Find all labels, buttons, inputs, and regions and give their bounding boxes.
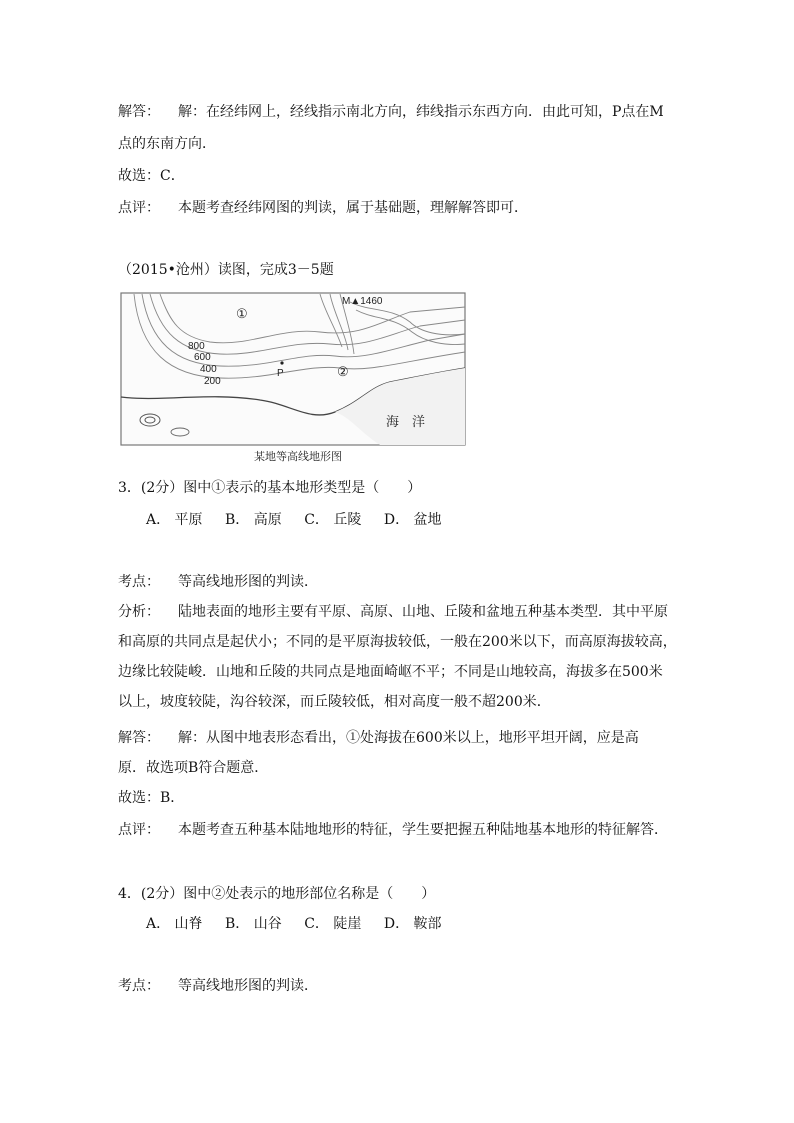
topic-label: 考点：	[118, 978, 160, 994]
answer-label: 解答：	[118, 104, 160, 120]
analysis-text: 陆地表面的地形主要有平原、高原、山地、丘陵和盆地五种基本类型．其中平原	[178, 604, 668, 620]
q3-options	[146, 510, 442, 530]
q3-analysis	[118, 602, 668, 622]
point-p-dot	[280, 361, 283, 364]
topic-text: 等高线地形图的判读．	[178, 978, 318, 994]
ocean-label-1: 海	[386, 414, 400, 429]
q3-option-d[interactable]: D． 盆地	[383, 512, 442, 528]
q3-comment	[118, 820, 668, 840]
q3-option-a[interactable]: A． 平原	[146, 512, 203, 528]
answer-label: 解答：	[118, 730, 160, 746]
q3-topic	[118, 572, 318, 592]
answer-text-cont: 点的东南方向．	[118, 136, 216, 152]
answer-line	[118, 102, 664, 122]
answer-text: 解：在经纬网上，经线指示南北方向，纬线指示东西方向．由此可知，P点在M	[178, 104, 664, 120]
mark-1: ①	[236, 306, 248, 321]
q3-answer-l2: 原．故选项B符合题意．	[118, 760, 269, 776]
contour-200: 200	[204, 376, 221, 387]
q4-stem: 4．(2分）图中②处表示的地形部位名称是（ ）	[118, 886, 436, 902]
q4-option-c[interactable]: C． 陡崖	[304, 916, 362, 932]
q4-option-b[interactable]: B． 山谷	[225, 916, 282, 932]
q3-analysis-l4: 以上，坡度较陡，沟谷较深，而丘陵较低，相对高度一般不超200米．	[118, 694, 551, 710]
contour-600: 600	[194, 352, 211, 363]
q3-stem: 3．(2分）图中①表示的基本地形类型是（ ）	[118, 480, 422, 496]
comment-text: 本题考查经纬网图的判读，属于基础题，理解解答即可．	[178, 200, 528, 216]
comment-text: 本题考查五种基本陆地地形的特征，学生要把握五种陆地基本地形的特征解答．	[178, 822, 668, 838]
point-p: P	[277, 368, 284, 379]
q4-option-d[interactable]: D． 鞍部	[383, 916, 442, 932]
analysis-label: 分析：	[118, 604, 160, 620]
q3-option-c[interactable]: C． 丘陵	[304, 512, 362, 528]
peak-label: M▲1460	[342, 296, 383, 307]
comment-label: 点评：	[118, 822, 160, 838]
q3-choice: 故选：B．	[118, 790, 185, 806]
topic-text: 等高线地形图的判读．	[178, 574, 318, 590]
q3-answer	[118, 728, 639, 748]
q3-analysis-l3: 边缘比较陡峻．山地和丘陵的共同点是地面崎岖不平；不同是山地较高，海拔多在500米	[118, 664, 663, 680]
group-intro: （2015•沧州）读图，完成3－5题	[118, 262, 334, 278]
q4-topic	[118, 976, 318, 996]
contour-map	[120, 292, 466, 462]
q4-option-a[interactable]: A． 山脊	[146, 916, 203, 932]
comment-line	[118, 198, 528, 218]
ocean-label-2: 洋	[412, 414, 426, 429]
q3-option-b[interactable]: B． 高原	[225, 512, 282, 528]
q3-analysis-l2: 和高原的共同点是起伏小；不同的是平原海拔较低，一般在200米以下，而高原海拔较高，	[118, 634, 677, 650]
figure-caption: 某地等高线地形图	[254, 451, 342, 462]
mark-2: ②	[337, 364, 349, 379]
contour-800: 800	[188, 341, 205, 352]
q4-options	[146, 914, 442, 934]
comment-label: 点评：	[118, 200, 160, 216]
contour-400: 400	[200, 364, 217, 375]
choice-line: 故选：C．	[118, 168, 185, 184]
answer-text: 解：从图中地表形态看出，①处海拔在600米以上，地形平坦开阔，应是高	[178, 730, 639, 746]
topic-label: 考点：	[118, 574, 160, 590]
